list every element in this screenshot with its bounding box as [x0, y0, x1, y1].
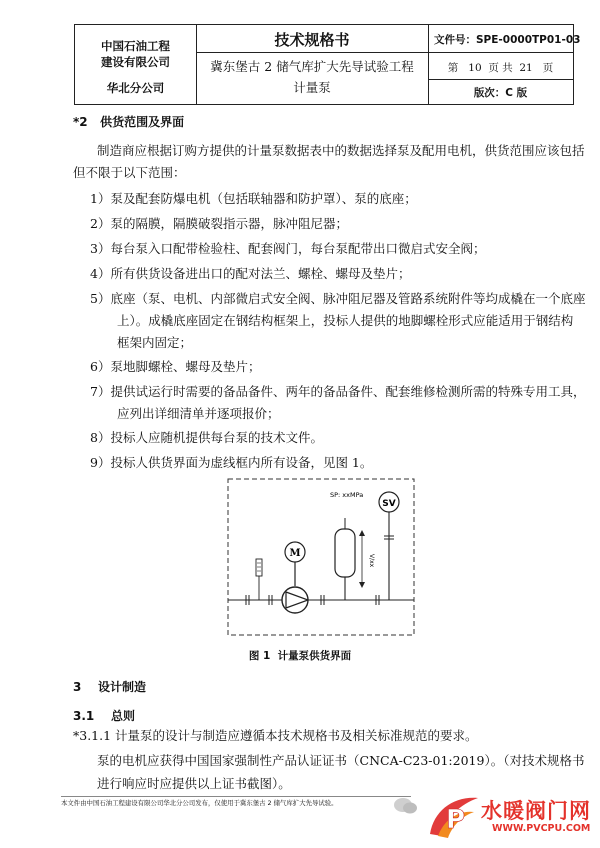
wechat-icon — [392, 796, 420, 816]
scope-item-9: 9）投标人供货界面为虚线框内所有设备，见图 1。 — [90, 455, 373, 470]
scope-item-3: 3）每台泵入口配带检验柱、配套阀门，每台泵配带出口微启式安全阀； — [90, 241, 486, 256]
pump-supply-boundary-diagram — [218, 476, 428, 642]
scope-item-5-cont: 框架内固定； — [117, 335, 193, 350]
scope-item-1: 1）泵及配套防爆电机（包括联轴器和防护罩）、泵的底座； — [90, 191, 417, 206]
scope-item-8: 8）投标人应随机提供每台泵的技术文件。 — [90, 430, 323, 445]
section-3-heading: 3 设计制造 — [73, 680, 147, 694]
footer-divider — [61, 796, 411, 797]
project-name: 冀东堡古 2 储气库扩大先导试验工程 — [210, 59, 414, 74]
scope-item-5: 5）底座（泵、电机、内部微启式安全阀、脉冲阻尼器及管路系统附件等均成橇在一个底座 — [90, 291, 586, 306]
header-divider — [196, 52, 573, 53]
scope-item-6: 6）泵地脚螺栓、螺母及垫片； — [90, 359, 261, 374]
safety-valve-label: SV — [382, 499, 396, 509]
scope-item-2: 2）泵的隔膜，隔膜破裂指示器，脉冲阻尼器； — [90, 216, 348, 231]
company-name-line2: 建设有限公司 — [101, 55, 170, 69]
scope-item-7-cont: 应列出详细清单并逐项报价； — [117, 406, 280, 421]
clause-3-1-1: *3.1.1 计量泵的设计与制造应遵循本技术规格书及相关标准规范的要求。 — [73, 728, 478, 743]
logo-letter: P — [446, 805, 466, 835]
scope-item-5-cont: 上）。成橇底座固定在钢结构框架上，投标人提供的地脚螺栓形式应能适用于钢结构 — [117, 313, 574, 328]
site-url: WWW.PVCPU.COM — [492, 823, 591, 834]
section-2-heading: *2 供货范围及界面 — [73, 115, 185, 129]
page-number-info: 第 10 页 共 21 页 — [447, 62, 554, 74]
file-number: 文件号：SPE-0000TP01-03 — [434, 34, 581, 46]
check-column-symbol — [256, 559, 262, 576]
section-3-1-heading: 3.1 总则 — [73, 709, 135, 723]
site-logo — [424, 790, 482, 840]
set-pressure-label: SP: xxMPa — [330, 491, 364, 499]
footer-note: 本文件由中国石油工程建设有限公司华北分公司发布，仅使用于冀东堡古 2 储气库扩大先导试验。 — [61, 799, 338, 807]
section-2-intro: 制造商应根据订购方提供的计量泵数据表中的数据选择泵及配用电机，供货范围应该包括 — [97, 143, 585, 158]
figure-1-caption: 图 1 计量泵供货界面 — [248, 650, 352, 662]
company-name-line1: 中国石油工程 — [101, 39, 170, 53]
document-type-title: 技术规格书 — [274, 31, 350, 49]
equipment-name: 计量泵 — [293, 80, 331, 95]
motor-label: M — [289, 548, 301, 559]
certification-paragraph: 泵的电机应获得中国国家强制性产品认证证书（CNCA-C23-01:2019）。（对技术规格书 — [97, 753, 585, 768]
pulsation-damper-vessel — [335, 529, 355, 577]
site-name: 水暖阀门网 — [481, 799, 591, 823]
document-header-table — [74, 24, 581, 105]
vessel-label: V/xx — [368, 554, 375, 568]
section-2-intro: 但不限于以下范围： — [73, 165, 186, 180]
header-divider — [428, 79, 573, 80]
company-branch: 华北分公司 — [106, 81, 165, 95]
certification-paragraph: 进行响应时应提供以上证书截图）。 — [97, 776, 291, 791]
scope-item-7: 7）提供试运行时需要的备品备件、两年的备品备件、配套维修检测所需的特殊专用工具， — [90, 384, 586, 399]
version-info: 版次：C 版 — [473, 87, 528, 99]
scope-item-4: 4）所有供货设备进出口的配对法兰、螺栓、螺母及垫片； — [90, 266, 411, 281]
